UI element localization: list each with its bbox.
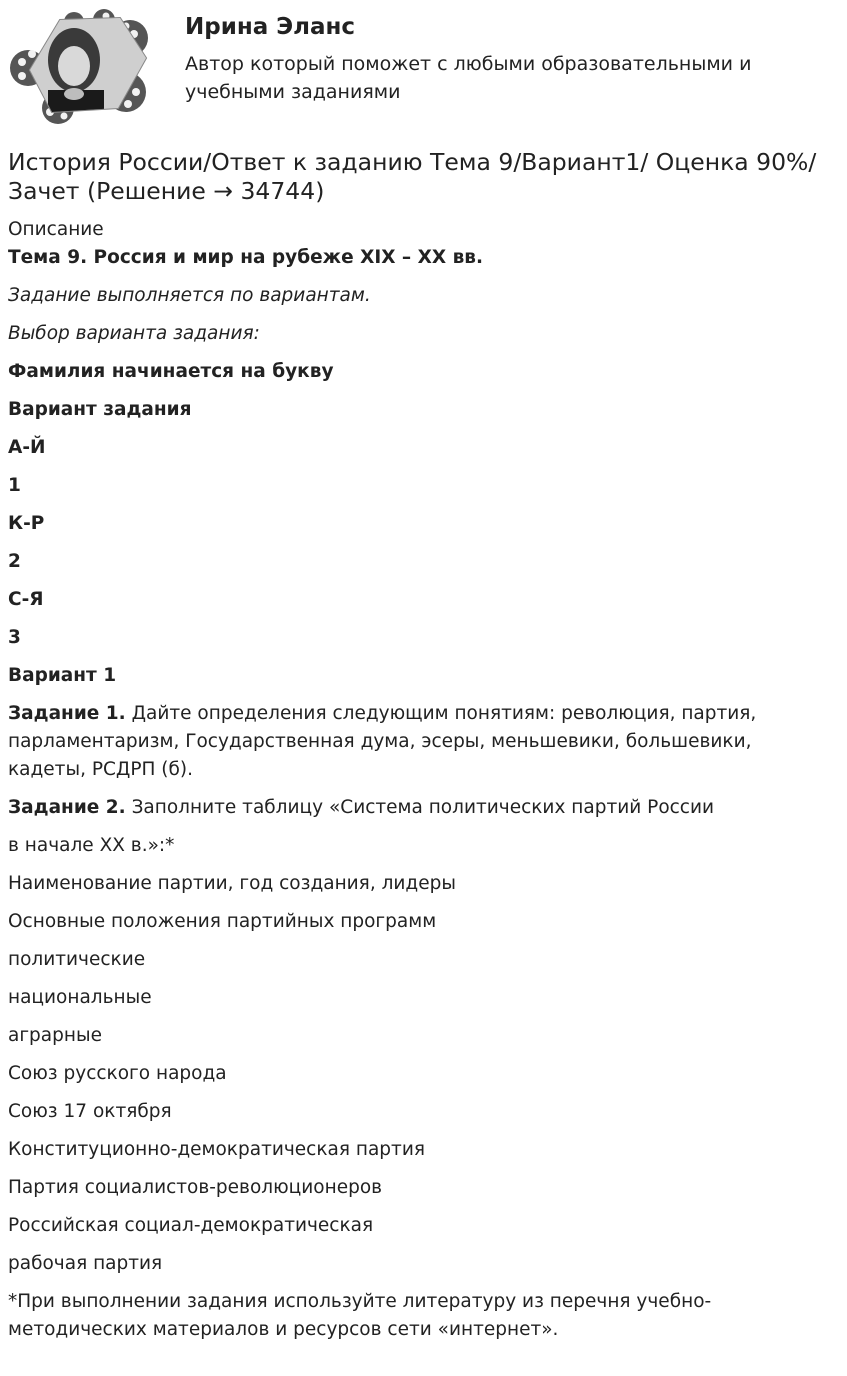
- table-line: Партия социалистов-революционеров: [8, 1177, 383, 1198]
- author-description: Автор который поможет с любыми образовательными и учебными заданиями: [185, 53, 752, 103]
- task-1: [8, 700, 828, 784]
- table-line: политические: [8, 949, 146, 970]
- table-line: Союз русского народа: [8, 1063, 227, 1084]
- table-line: Наименование партии, год создания, лидеры: [8, 873, 456, 894]
- table-line: национальные: [8, 987, 152, 1008]
- author-name[interactable]: Ирина Эланс: [185, 14, 356, 40]
- topic-heading: Тема 9. Россия и мир на рубеже XIX – XX вв.: [8, 247, 484, 268]
- table-line: Российская социал-демократическая: [8, 1215, 374, 1236]
- person-photo-icon: [8, 8, 150, 126]
- author-card: [8, 8, 838, 128]
- variant-number: 2: [8, 551, 21, 572]
- footnote: *При выполнении задания используйте литературу из перечня учебно-методических материалов и ресурсов сети «интернет».: [8, 1291, 712, 1340]
- table-line: рабочая партия: [8, 1253, 163, 1274]
- task-2: [8, 794, 828, 822]
- column-header-letter: Фамилия начинается на букву: [8, 361, 334, 382]
- avatar[interactable]: [8, 8, 150, 126]
- note-variants: Задание выполняется по вариантам.: [8, 285, 371, 306]
- table-line: Союз 17 октября: [8, 1101, 172, 1122]
- task-1-text: Дайте определения следующим понятиям: революция, партия, парламентаризм, Государственная дума, эсеры, меньшевики, большевики, кадеты, РСДРП (б).: [8, 703, 757, 780]
- table-line: аграрные: [8, 1025, 102, 1046]
- task-2-continued: в начале XX в.»:*: [8, 835, 175, 856]
- task-2-label: Задание 2.: [8, 797, 126, 818]
- page-title: История России/Ответ к заданию Тема 9/Вариант1/ Оценка 90%/Зачет (Решение → 34744): [8, 148, 817, 205]
- description-label: Описание: [8, 219, 104, 240]
- note-choose-variant: Выбор варианта задания:: [8, 323, 260, 344]
- task-2-text: Заполните таблицу «Система политических партий России: [125, 797, 715, 818]
- variant-number: 3: [8, 627, 21, 648]
- variant-letters: А-Й: [8, 437, 46, 458]
- variant-letters: С-Я: [8, 589, 44, 610]
- description-content: [8, 216, 828, 1354]
- variant-title: Вариант 1: [8, 665, 117, 686]
- variant-number: 1: [8, 475, 21, 496]
- table-line: Основные положения партийных программ: [8, 911, 437, 932]
- task-1-label: Задание 1.: [8, 703, 126, 724]
- variant-letters: К-Р: [8, 513, 45, 534]
- table-line: Конституционно-демократическая партия: [8, 1139, 425, 1160]
- column-header-variant: Вариант задания: [8, 399, 192, 420]
